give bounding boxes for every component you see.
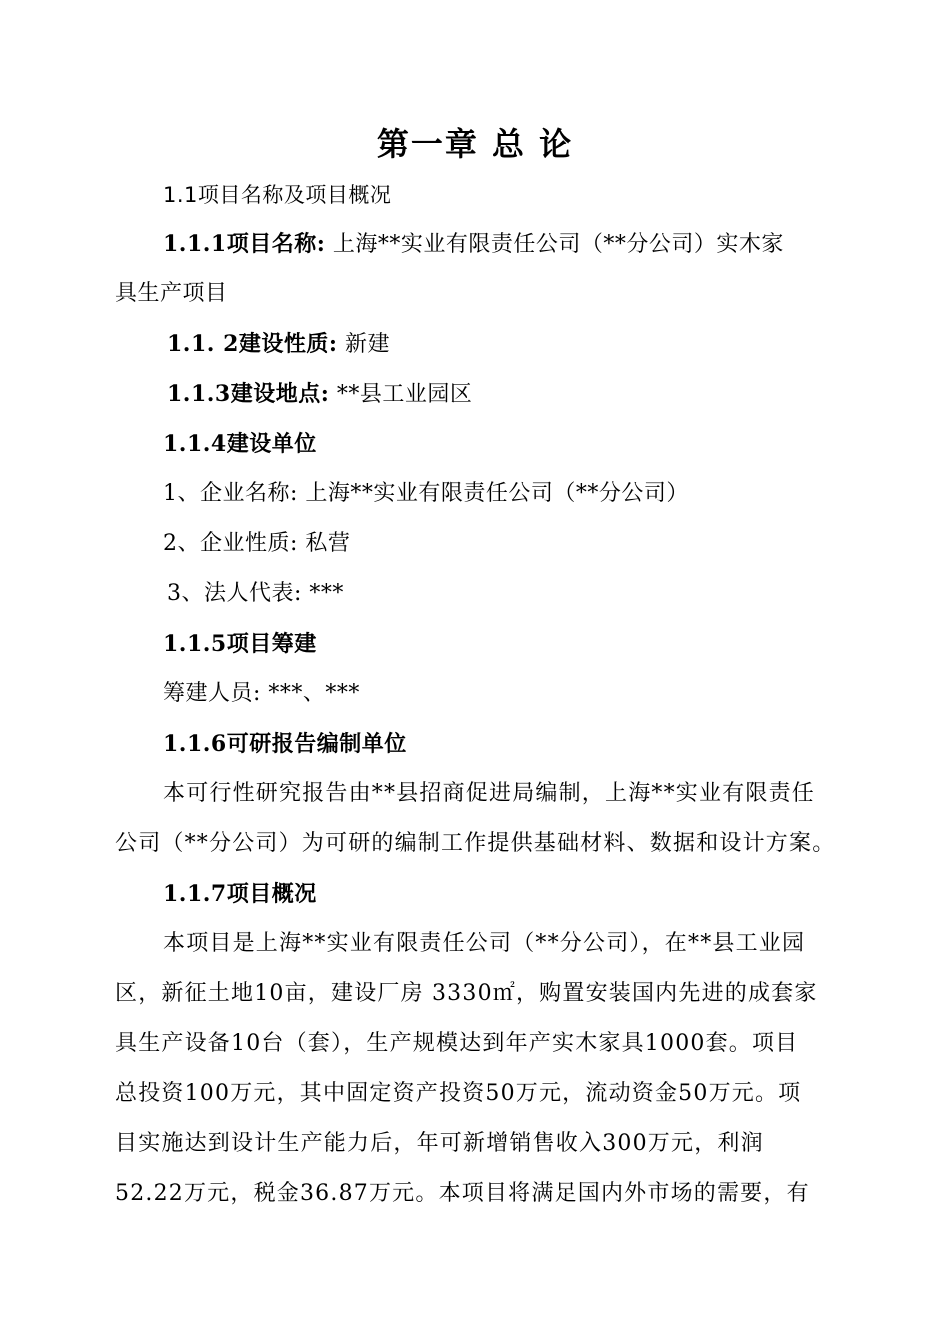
report-compiler-text-line-2: 公司（**分公司）为可研的编制工作提供基础材料、数据和设计方案。	[115, 831, 836, 856]
project-name-line	[163, 229, 835, 260]
overview-text-line-6: 52.22万元，税金36.87万元。本项目将满足国内外市场的需要，有	[115, 1181, 810, 1206]
project-preparation-heading: 1.1.5项目筹建	[163, 631, 317, 657]
construction-nature-label: 1.1. 2建设性质:	[167, 331, 338, 357]
construction-unit-heading: 1.1.4建设单位	[163, 431, 317, 457]
construction-nature-value: 新建	[337, 332, 391, 357]
construction-nature-line	[167, 329, 835, 360]
preparation-staff-text: 筹建人员: ***、***	[163, 681, 360, 706]
overview-text-line-3: 具生产设备10台（套），生产规模达到年产实木家具1000套。项目	[115, 1031, 799, 1056]
report-compiler-text-line-1: 本可行性研究报告由**县招商促进局编制，上海**实业有限责任	[163, 781, 816, 806]
chapter-title: 第一章 总 论	[376, 125, 574, 163]
project-name-continuation: 具生产项目	[115, 281, 228, 306]
overview-text-line-5: 目实施达到设计生产能力后，年可新增销售收入300万元，利润	[115, 1131, 764, 1156]
project-name-label: 1.1.1项目名称:	[163, 231, 326, 257]
enterprise-name-item: 1、企业名称: 上海**实业有限责任公司（**分公司）	[163, 481, 689, 506]
project-name-value: 上海**实业有限责任公司（**分公司）实木家	[325, 232, 784, 257]
overview-text-line-2: 区，新征土地10亩，建设厂房 3330㎡，购置安装国内先进的成套家	[115, 981, 818, 1006]
report-compiler-heading: 1.1.6可研报告编制单位	[163, 731, 407, 757]
construction-site-label: 1.1.3建设地点:	[167, 381, 330, 407]
overview-text-line-1: 本项目是上海**实业有限责任公司（**分公司），在**县工业园	[163, 931, 806, 956]
legal-representative-item: 3、法人代表: ***	[167, 581, 344, 606]
construction-site-value: **县工业园区	[329, 382, 473, 407]
construction-site-line	[167, 379, 835, 410]
project-overview-heading: 1.1.7项目概况	[163, 881, 317, 907]
enterprise-nature-item: 2、企业性质: 私营	[163, 531, 351, 556]
section-heading-1-1: 1.1项目名称及项目概况	[163, 183, 392, 207]
overview-text-line-4: 总投资100万元，其中固定资产投资50万元，流动资金50万元。项	[115, 1081, 802, 1106]
